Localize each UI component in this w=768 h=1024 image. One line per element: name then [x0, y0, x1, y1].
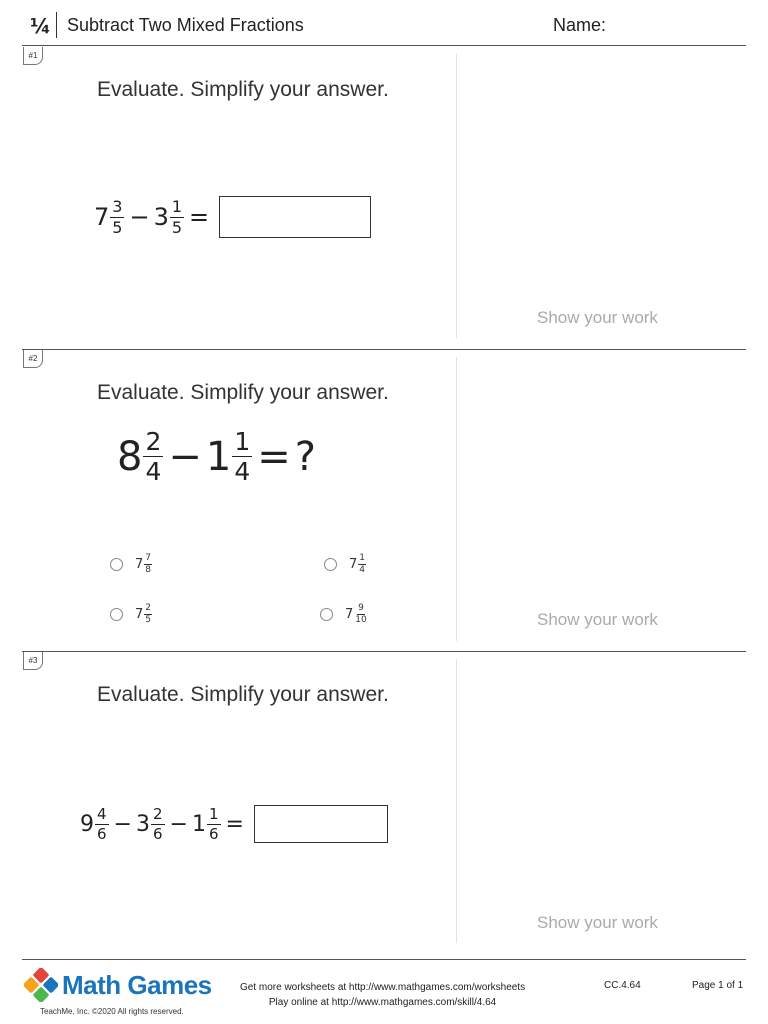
fraction	[110, 196, 124, 237]
fraction-logo-icon: ¼	[30, 14, 51, 38]
numerator: 2	[145, 603, 152, 613]
problem-tag: #1	[23, 47, 43, 65]
answer-input-box[interactable]	[254, 805, 388, 843]
denominator: 6	[208, 824, 219, 843]
denominator: 6	[152, 824, 163, 843]
whole-number: 1	[191, 811, 206, 837]
problem-1	[22, 46, 746, 349]
numerator: 2	[145, 427, 162, 456]
numerator: 1	[208, 804, 219, 823]
denominator: 6	[97, 824, 107, 843]
problem-2	[22, 349, 746, 651]
mathgames-logo[interactable]	[24, 968, 212, 1002]
fraction	[207, 804, 221, 843]
whole-number: 3	[153, 203, 169, 231]
problem-separator	[22, 349, 746, 350]
fraction	[354, 604, 367, 625]
show-your-work-label: Show your work	[537, 308, 658, 327]
skill-link[interactable]: Play online at http://www.mathgames.com/skill/4.64	[268, 997, 497, 1008]
problem-instruction: Evaluate. Simplify your answer.	[97, 78, 389, 101]
numerator: 3	[112, 196, 123, 216]
equals-sign: =	[189, 203, 210, 231]
problem-instruction: Evaluate. Simplify your answer.	[97, 683, 389, 706]
equals-sign: =	[257, 433, 291, 480]
skill-code: CC.4.64	[604, 980, 641, 991]
whole-number: 7	[135, 607, 144, 622]
minus-operator: −	[169, 811, 188, 837]
fraction	[232, 429, 252, 484]
denominator: 10	[355, 615, 367, 625]
fraction	[151, 804, 165, 843]
whole-number: 1	[205, 433, 232, 480]
problem-expression	[94, 196, 371, 238]
answer-input-box[interactable]	[219, 196, 371, 238]
brand-name-second: Games	[127, 969, 212, 1000]
problem-instruction: Evaluate. Simplify your answer.	[97, 381, 389, 404]
radio-button[interactable]	[324, 558, 337, 571]
fraction	[144, 554, 152, 575]
problem-expression	[80, 805, 388, 843]
worksheet-footer	[22, 959, 746, 1024]
name-label: Name:	[553, 15, 607, 35]
whole-number: 7	[94, 203, 110, 231]
page-number: Page 1 of 1	[692, 980, 744, 991]
work-area-divider	[456, 357, 457, 641]
minus-operator: −	[168, 433, 202, 480]
radio-button[interactable]	[320, 608, 333, 621]
numerator: 1	[171, 196, 183, 216]
answer-option-2[interactable]	[324, 554, 367, 575]
radio-button[interactable]	[110, 608, 123, 621]
unknown-symbol: ?	[294, 433, 316, 480]
answer-option-1[interactable]	[110, 554, 153, 575]
show-your-work-label: Show your work	[537, 913, 658, 932]
numerator: 1	[359, 553, 366, 563]
numerator: 2	[152, 804, 163, 823]
fraction	[95, 804, 109, 843]
problem-tag: #2	[23, 350, 43, 368]
radio-button[interactable]	[110, 558, 123, 571]
show-your-work-label: Show your work	[537, 610, 658, 629]
denominator: 5	[171, 217, 183, 237]
fraction	[358, 554, 366, 575]
minus-operator: −	[113, 811, 132, 837]
header-divider	[56, 12, 57, 38]
denominator: 4	[234, 457, 251, 486]
equals-sign: =	[225, 811, 244, 837]
work-area-divider	[456, 54, 457, 338]
problem-expression	[117, 429, 316, 484]
fraction	[143, 429, 163, 484]
minus-operator: −	[129, 203, 150, 231]
denominator: 5	[112, 217, 123, 237]
whole-number: 9	[80, 811, 94, 837]
numerator: 9	[358, 603, 364, 613]
work-area-divider	[456, 659, 457, 943]
numerator: 4	[97, 804, 107, 823]
worksheet-title: Subtract Two Mixed Fractions	[67, 15, 304, 35]
whole-number: 7	[345, 607, 354, 622]
mathgames-logo-icon	[24, 968, 58, 1002]
whole-number: 3	[135, 811, 150, 837]
fraction	[170, 196, 184, 237]
numerator: 1	[234, 427, 251, 456]
brand-name-first: Math	[62, 969, 121, 1000]
denominator: 8	[145, 565, 152, 575]
copyright-text: TeachMe, Inc. ©2020 All rights reserved.	[40, 1007, 184, 1016]
worksheet-header	[22, 0, 746, 46]
denominator: 4	[359, 565, 366, 575]
denominator: 4	[145, 457, 162, 486]
footer-links	[240, 980, 525, 1010]
problem-3	[22, 651, 746, 959]
denominator: 5	[145, 615, 152, 625]
worksheets-link[interactable]: Get more worksheets at http://www.mathgames.com/worksheets	[240, 982, 526, 993]
answer-option-4[interactable]	[320, 604, 369, 625]
whole-number: 7	[135, 557, 144, 572]
whole-number: 8	[117, 433, 143, 480]
fraction	[144, 604, 152, 625]
brand-name	[62, 970, 212, 1001]
whole-number: 7	[349, 557, 358, 572]
answer-option-3[interactable]	[110, 604, 153, 625]
problem-tag: #3	[23, 652, 43, 670]
numerator: 7	[145, 553, 152, 563]
problem-separator	[22, 651, 746, 652]
